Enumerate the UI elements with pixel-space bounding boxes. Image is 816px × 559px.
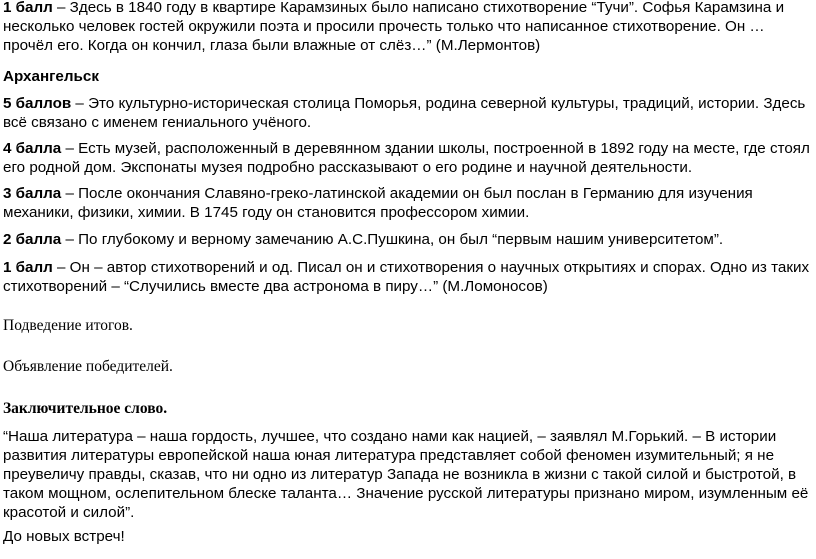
section-heading-city: Архангельск bbox=[3, 68, 99, 85]
clue-text: – По глубокому и верному замечанию А.С.Пушкина, он был “первым нашим университетом”. bbox=[61, 231, 724, 248]
clue-paragraph-5 bbox=[3, 94, 811, 132]
clue-paragraph-lermontov bbox=[3, 0, 811, 55]
quote-paragraph: “Наша литература – наша гордость, лучшее, что создано нами как нацией, – заявлял М.Горький. – В истории развития литературы европейской наша юная литература представляет собой феномен изумительный; я не преувеличу правды, сказав, что ни одно из литератур Запада не возникла в жизни с такой силой и быстротой, в таком мощном, ослепительном блеске таланта… Значение русской литературы признано миром, изумленным её красотой и силой”. bbox=[3, 428, 809, 521]
clue-text: – Это культурно-историческая столица Поморья, родина северной культуры, традиций, истории. Здесь всё связано с именем гениального учёного. bbox=[3, 95, 806, 131]
clue-paragraph-3 bbox=[3, 184, 811, 222]
clue-text: – Здесь в 1840 году в квартире Карамзиных было написано стихотворение “Тучи”. Софья Карамзина и несколько человек гостей окружили поэта и просили прочесть только что написанное стихотворение. Он … прочёл его. Когда он кончил, глаза были влажные от слёз…” (М.Лермонтов) bbox=[3, 0, 785, 54]
farewell-line: До новых встреч! bbox=[3, 528, 125, 545]
closing-heading: Заключительное слово. bbox=[3, 400, 168, 417]
points-label: 4 балла bbox=[3, 140, 62, 157]
clue-text: – После окончания Славяно-греко-латинской академии он был послан в Германию для изучения механики, физики, химии. В 1745 году он становится профессором химии. bbox=[3, 185, 753, 221]
clue-text: – Есть музей, расположенный в деревянном здании школы, построенной в 1892 году на месте, где стоял его родной дом. Экспонаты музея подробно рассказывают о его родине и научной деятельности. bbox=[3, 140, 810, 176]
points-label: 1 балл bbox=[3, 0, 53, 16]
clue-text: – Он – автор стихотворений и од. Писал он и стихотворения о научных открытиях и спорах. Одно из таких стихотворений – “Случились вместе два астронома в пиру…” (М.Ломоносов) bbox=[3, 259, 810, 295]
winners-line: Объявление победителей. bbox=[3, 358, 173, 375]
clue-paragraph-1 bbox=[3, 258, 811, 296]
points-label: 5 баллов bbox=[3, 95, 72, 112]
clue-paragraph-2 bbox=[3, 230, 811, 249]
summary-line: Подведение итогов. bbox=[3, 317, 133, 334]
clue-paragraph-4 bbox=[3, 139, 811, 177]
points-label: 3 балла bbox=[3, 185, 62, 202]
points-label: 1 балл bbox=[3, 259, 53, 276]
points-label: 2 балла bbox=[3, 231, 62, 248]
